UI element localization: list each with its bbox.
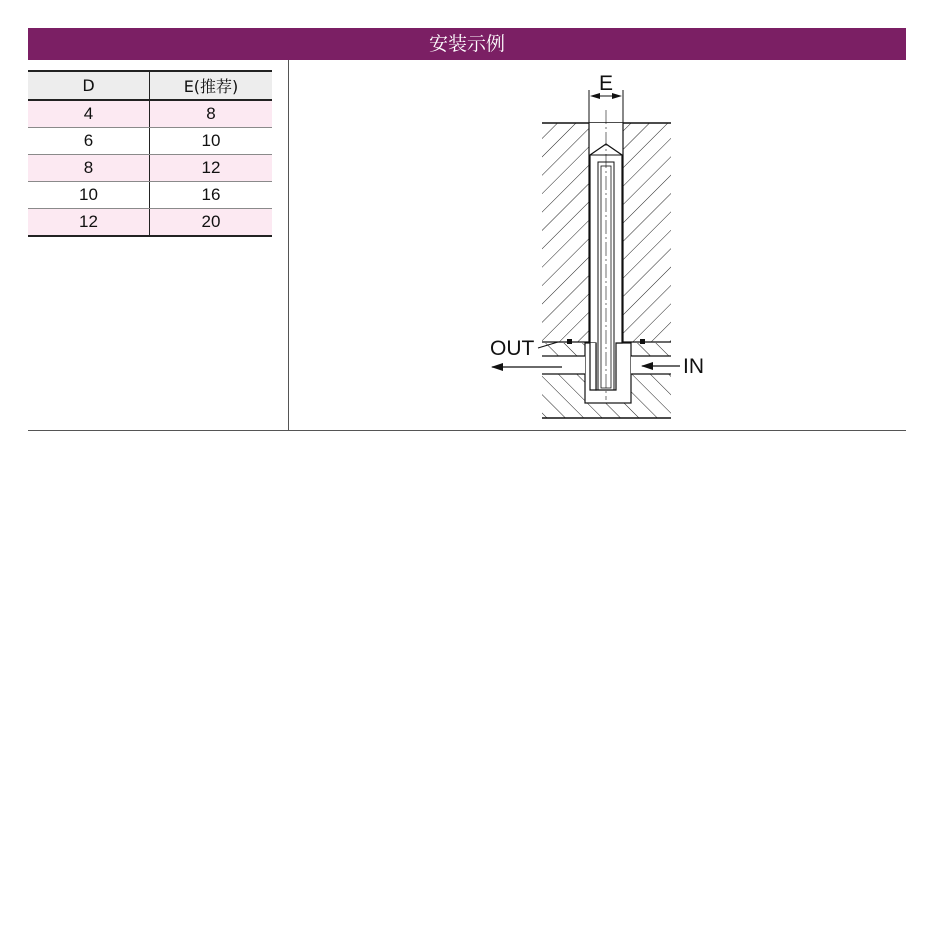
section-title: 安装示例 [428,33,505,55]
cell-e: 10 [150,128,273,155]
cell-d: 4 [28,100,150,128]
cell-d: 10 [28,182,150,209]
out-label: OUT [490,337,535,360]
cell-d: 6 [28,128,150,155]
cell-e: 12 [150,155,273,182]
dimension-e-label: E [598,72,614,95]
cell-e: 16 [150,182,273,209]
in-label: IN [683,355,704,378]
column-header-e: E(推荐) [150,71,273,100]
cell-d: 8 [28,155,150,182]
cell-e: 20 [150,209,273,237]
column-header-d: D [28,71,150,100]
cell-d: 12 [28,209,150,237]
cell-e: 8 [150,100,273,128]
